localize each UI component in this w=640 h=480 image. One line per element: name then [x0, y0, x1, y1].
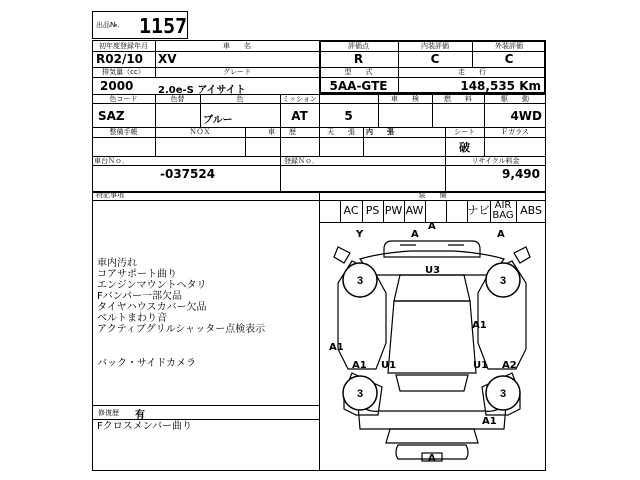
lot-label: 出品№． [96, 21, 125, 29]
repair-detail: Fクロスメンバー曲り [97, 421, 193, 432]
mark-a1-left: A1 [329, 342, 344, 353]
label-model-code: 型 式 [344, 68, 373, 76]
label-history: 車 歴 [268, 128, 296, 136]
chassis-number: -037524 [160, 167, 216, 181]
mark-a1-lower-left: A1 [352, 360, 367, 371]
displacement: 2000 [100, 79, 134, 93]
grade: 2.0e-S アイサイト [158, 85, 246, 96]
score: R [353, 52, 364, 66]
seat-condition: 破 [459, 141, 470, 154]
label-transmission: ミッション [282, 95, 317, 103]
label-interior: 内装評価 [421, 42, 449, 50]
label-displacement: 排気量（cc） [102, 68, 145, 76]
label-car-name: 車 名 [223, 42, 251, 50]
car-body-diagram [320, 223, 545, 470]
drive: 4WD [510, 109, 542, 123]
reg-date: R02/10 [96, 52, 144, 66]
car-name: XV [158, 52, 177, 66]
exterior-grade: C [504, 52, 514, 66]
feature-airbag: AIR BAG [492, 200, 514, 221]
repair-value: 有 [135, 410, 145, 421]
label-inspection: 車 検 [391, 95, 419, 103]
mark-y: Y [356, 229, 364, 240]
note-line: Fバンパー一部欠品 [97, 291, 183, 302]
label-inner-lining: 内 張 [366, 128, 394, 136]
color-code: SAZ [98, 109, 125, 123]
lot-number: 1157 [139, 14, 188, 38]
label-color: 色 [236, 95, 244, 103]
equipment-title: 装 備 [418, 191, 447, 199]
mark-a-bottom: A [428, 453, 436, 464]
lot-box [92, 11, 188, 39]
mark-u3: U3 [425, 265, 441, 276]
note-line: 車内汚れ [97, 258, 137, 269]
mileage: 148,535 Km [460, 79, 541, 93]
label-recycle-fee: リサイクル料金 [471, 157, 520, 165]
feature-ps: PS [365, 204, 380, 217]
mark-a1-rear-right: A1 [472, 320, 487, 331]
label-reg-date: 初年度登録年月 [99, 42, 148, 50]
feature-ac: AC [343, 204, 359, 217]
notes-title: 特記事項 [96, 191, 124, 199]
label-drive: 駆 動 [501, 95, 529, 103]
mark-a-top: A [428, 221, 436, 232]
feature-navi: ナビ [467, 204, 490, 217]
label-score: 評価点 [348, 42, 369, 50]
label-seat: シート [454, 128, 475, 136]
mark-u1-left: U1 [381, 360, 397, 371]
label-color-code: 色コード [109, 95, 138, 103]
note-extra: バック・サイドカメラ [97, 358, 196, 369]
doors: 5 [344, 109, 353, 123]
tire-front-right-value: 3 [499, 275, 507, 287]
interior-grade: C [430, 52, 440, 66]
note-line: エンジンマウントヘタリ [97, 280, 207, 291]
label-service-book: 整備手帳 [109, 128, 138, 136]
note-line: タイヤハウスカバー欠品 [97, 302, 207, 313]
model-code: 5AA-GTE [329, 79, 388, 93]
note-line: コアサポート曲り [97, 269, 177, 280]
label-mileage: 走 行 [458, 68, 486, 76]
feature-pw: PW [384, 204, 403, 217]
mark-a-top-right: A [497, 229, 505, 240]
repair-label: 修復歴 [98, 409, 119, 417]
tire-rear-left-value: 3 [356, 388, 364, 400]
feature-aw: AW [405, 204, 424, 217]
label-grade: グレード [223, 68, 251, 76]
label-fuel: 燃 料 [444, 95, 472, 103]
label-nox: ＮＯＸ [189, 128, 211, 136]
label-color-change: 色替 [170, 95, 185, 103]
note-line: アクティブグリルシャッター点検表示 [97, 324, 266, 335]
note-line: ベルトまわり音 [97, 313, 167, 324]
notes-list [97, 258, 265, 335]
mark-u1-right: U1 [473, 360, 489, 371]
label-exterior: 外装評価 [495, 42, 523, 50]
mark-a2: A2 [502, 360, 517, 371]
tire-front-left-value: 3 [356, 275, 364, 287]
mark-a-top-left: A [411, 229, 419, 240]
transmission: AT [291, 109, 308, 123]
feature-abs: ABS [520, 204, 542, 217]
label-headliner: 天 張 [327, 128, 355, 136]
mark-a1-bottom-right: A1 [482, 416, 497, 427]
tire-rear-right-value: 3 [499, 388, 507, 400]
recycle-fee: 9,490 [502, 167, 540, 181]
label-windshield: Ｆガラス [501, 128, 529, 136]
label-registration: 登録Ｎｏ． [284, 157, 319, 165]
color: ブルー [203, 115, 233, 126]
label-chassis: 車台Ｎｏ． [94, 157, 129, 165]
